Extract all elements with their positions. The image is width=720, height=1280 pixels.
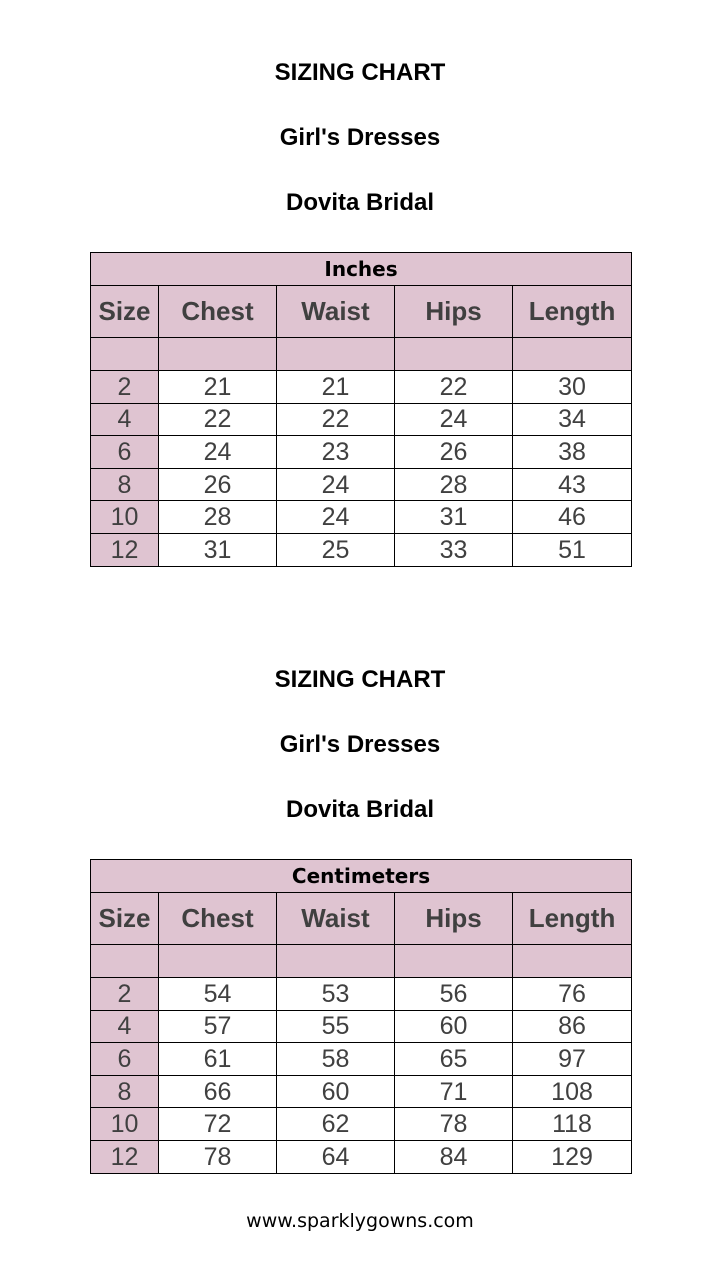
table-row xyxy=(91,501,632,534)
size-cell: 12 xyxy=(91,1140,159,1173)
blank-cell xyxy=(91,338,159,371)
column-header-row xyxy=(91,893,632,945)
waist-cell: 55 xyxy=(277,1010,395,1043)
table-row xyxy=(91,1043,632,1076)
table-row xyxy=(91,371,632,404)
size-cell: 2 xyxy=(91,978,159,1011)
blank-cell xyxy=(159,338,277,371)
table-row xyxy=(91,978,632,1011)
length-cell: 51 xyxy=(513,533,632,566)
unit-header-row xyxy=(91,860,632,893)
column-header-length: Length xyxy=(513,286,632,338)
chest-cell: 72 xyxy=(159,1108,277,1141)
size-cell: 6 xyxy=(91,436,159,469)
chest-cell: 66 xyxy=(159,1075,277,1108)
size-cell: 12 xyxy=(91,533,159,566)
hips-cell: 78 xyxy=(395,1108,513,1141)
chest-cell: 31 xyxy=(159,533,277,566)
waist-cell: 53 xyxy=(277,978,395,1011)
chart-title: SIZING CHART xyxy=(274,59,446,86)
blank-cell xyxy=(513,338,632,371)
table-row xyxy=(91,1075,632,1108)
blank-cell xyxy=(395,338,513,371)
chart-subtitle: Girl's Dresses xyxy=(279,124,441,151)
chest-cell: 78 xyxy=(159,1140,277,1173)
column-header-waist: Waist xyxy=(277,893,395,945)
blank-cell xyxy=(395,945,513,978)
table-row xyxy=(91,1108,632,1141)
length-cell: 30 xyxy=(513,371,632,404)
blank-cell xyxy=(277,338,395,371)
chest-cell: 57 xyxy=(159,1010,277,1043)
unit-label: Inches xyxy=(91,253,632,286)
hips-cell: 26 xyxy=(395,436,513,469)
table-row xyxy=(91,436,632,469)
chest-cell: 61 xyxy=(159,1043,277,1076)
size-cell: 8 xyxy=(91,1075,159,1108)
column-header-length: Length xyxy=(513,893,632,945)
length-cell: 34 xyxy=(513,403,632,436)
blank-cell xyxy=(159,945,277,978)
website-footer: www.sparklygowns.com xyxy=(246,1210,474,1232)
hips-cell: 33 xyxy=(395,533,513,566)
column-header-waist: Waist xyxy=(277,286,395,338)
waist-cell: 24 xyxy=(277,468,395,501)
size-cell: 4 xyxy=(91,1010,159,1043)
hips-cell: 56 xyxy=(395,978,513,1011)
chart-title: SIZING CHART xyxy=(274,666,446,693)
hips-cell: 65 xyxy=(395,1043,513,1076)
inches-size-table xyxy=(90,252,632,567)
table-row xyxy=(91,533,632,566)
hips-cell: 28 xyxy=(395,468,513,501)
length-cell: 38 xyxy=(513,436,632,469)
blank-cell xyxy=(91,945,159,978)
column-header-size: Size xyxy=(91,286,159,338)
table-row xyxy=(91,1140,632,1173)
waist-cell: 21 xyxy=(277,371,395,404)
chest-cell: 54 xyxy=(159,978,277,1011)
waist-cell: 25 xyxy=(277,533,395,566)
table-row xyxy=(91,1010,632,1043)
centimeters-size-table xyxy=(90,859,632,1174)
hips-cell: 84 xyxy=(395,1140,513,1173)
column-header-chest: Chest xyxy=(159,286,277,338)
waist-cell: 58 xyxy=(277,1043,395,1076)
hips-cell: 22 xyxy=(395,371,513,404)
length-cell: 43 xyxy=(513,468,632,501)
blank-header-row xyxy=(91,945,632,978)
column-header-hips: Hips xyxy=(395,893,513,945)
table-row xyxy=(91,403,632,436)
chest-cell: 24 xyxy=(159,436,277,469)
waist-cell: 22 xyxy=(277,403,395,436)
chest-cell: 22 xyxy=(159,403,277,436)
blank-cell xyxy=(513,945,632,978)
size-cell: 2 xyxy=(91,371,159,404)
size-cell: 8 xyxy=(91,468,159,501)
chart-subtitle: Girl's Dresses xyxy=(279,731,441,758)
waist-cell: 24 xyxy=(277,501,395,534)
blank-header-row xyxy=(91,338,632,371)
waist-cell: 64 xyxy=(277,1140,395,1173)
waist-cell: 62 xyxy=(277,1108,395,1141)
waist-cell: 23 xyxy=(277,436,395,469)
size-cell: 4 xyxy=(91,403,159,436)
brand-name: Dovita Bridal xyxy=(285,189,435,216)
length-cell: 46 xyxy=(513,501,632,534)
length-cell: 129 xyxy=(513,1140,632,1173)
chest-cell: 28 xyxy=(159,501,277,534)
column-header-chest: Chest xyxy=(159,893,277,945)
hips-cell: 60 xyxy=(395,1010,513,1043)
brand-name: Dovita Bridal xyxy=(285,796,435,823)
hips-cell: 31 xyxy=(395,501,513,534)
length-cell: 118 xyxy=(513,1108,632,1141)
column-header-row xyxy=(91,286,632,338)
length-cell: 86 xyxy=(513,1010,632,1043)
size-cell: 10 xyxy=(91,1108,159,1141)
waist-cell: 60 xyxy=(277,1075,395,1108)
hips-cell: 71 xyxy=(395,1075,513,1108)
chest-cell: 21 xyxy=(159,371,277,404)
hips-cell: 24 xyxy=(395,403,513,436)
length-cell: 108 xyxy=(513,1075,632,1108)
chest-cell: 26 xyxy=(159,468,277,501)
size-cell: 6 xyxy=(91,1043,159,1076)
size-cell: 10 xyxy=(91,501,159,534)
blank-cell xyxy=(277,945,395,978)
length-cell: 97 xyxy=(513,1043,632,1076)
column-header-hips: Hips xyxy=(395,286,513,338)
length-cell: 76 xyxy=(513,978,632,1011)
column-header-size: Size xyxy=(91,893,159,945)
table-row xyxy=(91,468,632,501)
unit-header-row xyxy=(91,253,632,286)
unit-label: Centimeters xyxy=(91,860,632,893)
